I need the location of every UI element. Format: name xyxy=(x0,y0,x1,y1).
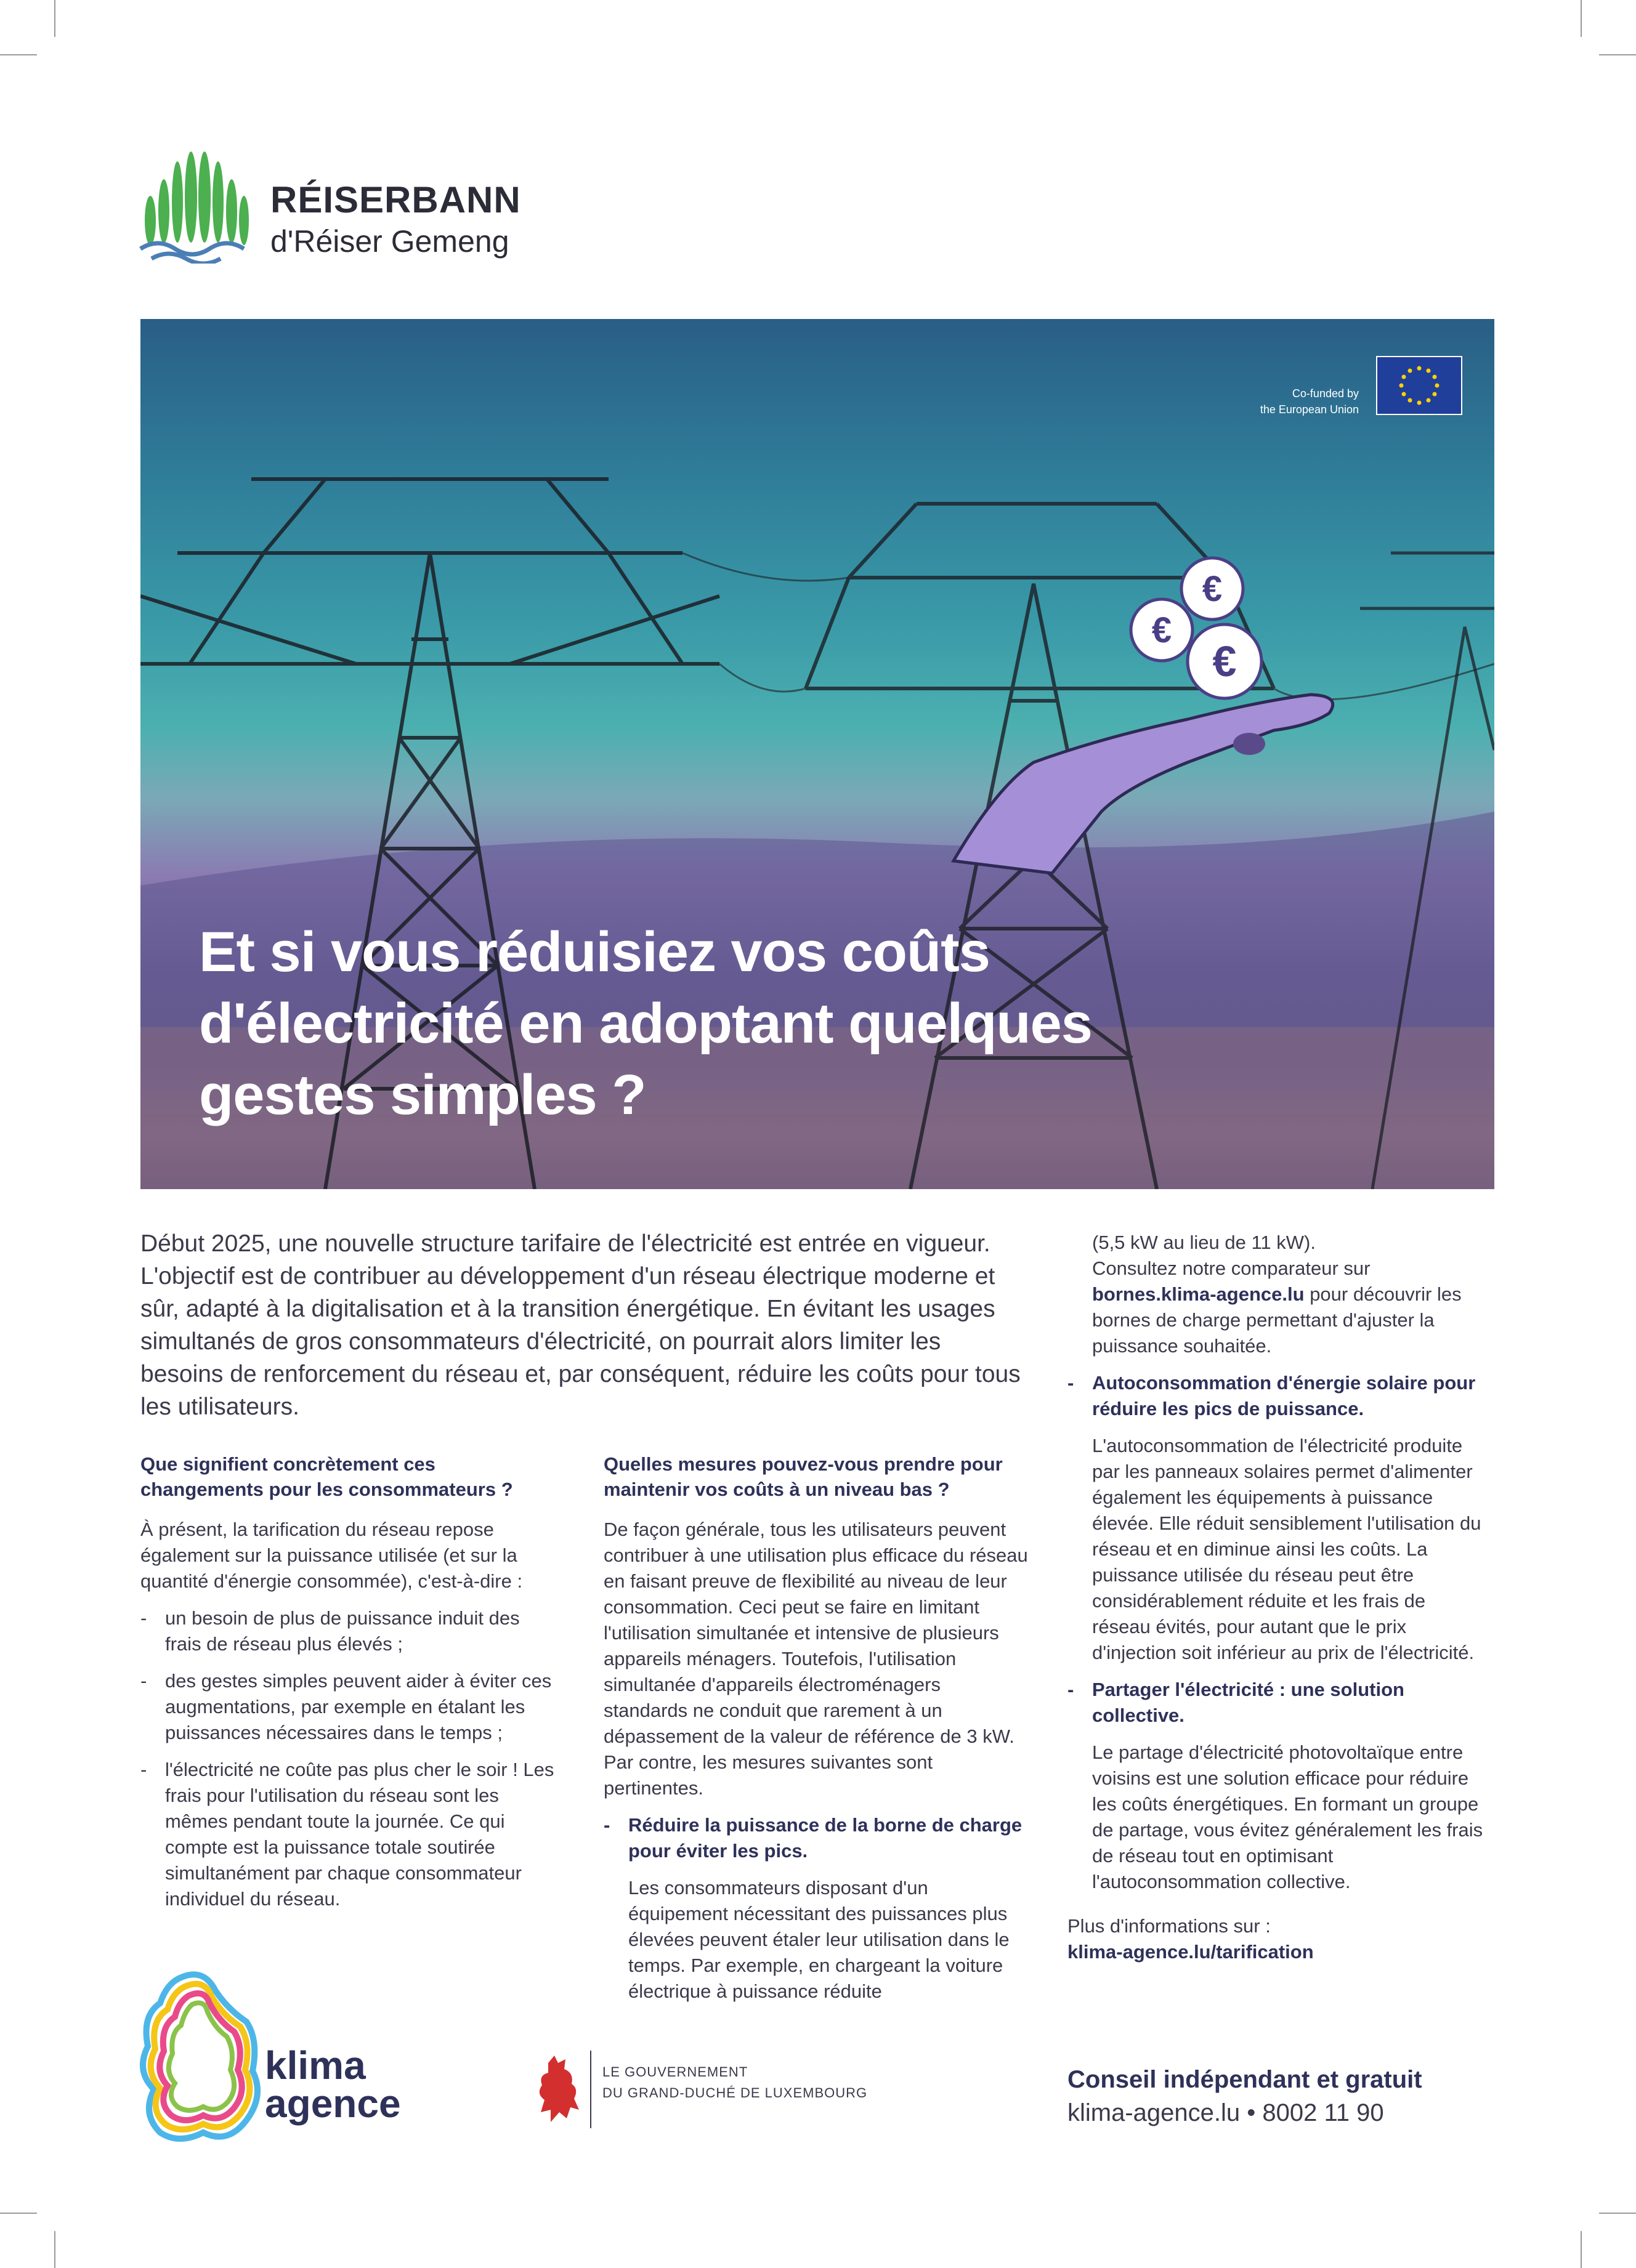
contact-line[interactable]: klima-agence.lu • 8002 11 90 xyxy=(1067,2099,1384,2126)
bullet-list xyxy=(1067,1370,1486,1422)
column-consumers xyxy=(140,1451,559,1923)
column-paragraph: De façon générale, tous les utilisateurs peuvent contribuer à une utilisation plus efficace du réseau en faisant preuve de flexibilité au niveau de leur consommation. Ceci peut se faire en limitant l'utilisation simultanée et intensive de plusieurs appareils ménagers. Toutefois, l'utilisation simultanée d'appareils électroménagers standards ne conduit que rarement à un dépassement de la valeur de référence de 3 kW. Par contre, les mesures suivantes sont pertinentes. xyxy=(604,1519,1028,1799)
government-logo xyxy=(530,2051,961,2131)
government-text: LE GOUVERNEMENT DU GRAND-DUCHÉ DE LUXEMBOURG xyxy=(602,2064,868,2101)
bullet-list xyxy=(1067,1677,1486,1729)
list-item-title: - Réduire la puissance de la borne de charge pour éviter les pics. xyxy=(604,1812,1029,1864)
logo-subtitle: d'Réiser Gemeng xyxy=(270,224,509,259)
crop-mark xyxy=(54,2231,55,2268)
crop-mark xyxy=(0,2213,37,2214)
list-item-title: - Autoconsommation d'énergie solaire pour réduire les pics de puissance. xyxy=(1067,1370,1486,1422)
contact-block xyxy=(1067,2063,1499,2129)
klima-agence-logo xyxy=(136,1966,431,2151)
eu-cofunded-text: Co-funded by the European Union xyxy=(1260,387,1359,416)
trees-logo-icon xyxy=(139,140,250,264)
luxembourg-map-icon xyxy=(136,1966,271,2151)
svg-text:€: € xyxy=(1202,569,1223,609)
list-item-text: Les consommateurs disposant d'un équipement nécessitant des puissances plus élevées peuvent étaler leur utilisation dans le temps. Par exemple, en chargeant la voiture électrique à puissance réduite xyxy=(628,1877,1010,2002)
list-item: - l'électricité ne coûte pas plus cher le soir ! Les frais pour l'utilisation du réseau sont les mêmes pendant toute la journée. Ce qui compte est la puissance totale soutirée simultanément par chaque consommateur individuel du réseau. xyxy=(140,1757,559,1912)
bullet-list xyxy=(604,1812,1029,1864)
more-info-label: Plus d'informations sur : xyxy=(1067,1915,1271,1937)
eu-flag-icon xyxy=(1376,356,1462,415)
klima-agence-wordmark: klima agence xyxy=(265,2043,401,2126)
list-item: - un besoin de plus de puissance induit des frais de réseau plus élevés ; xyxy=(140,1605,559,1657)
crop-mark xyxy=(1581,2231,1582,2268)
reiserbann-logo xyxy=(139,140,540,270)
bornes-link[interactable]: bornes.klima-agence.lu xyxy=(1092,1283,1305,1305)
column-heading: Quelles mesures pouvez-vous prendre pour maintenir vos coûts à un niveau bas ? xyxy=(604,1453,1003,1500)
red-lion-icon xyxy=(530,2051,585,2128)
column-paragraph: À présent, la tarification du réseau repose également sur la puissance utilisée (et sur la quantité d'énergie consommée), c'est-à-dire : xyxy=(140,1519,523,1592)
list-item-text: Le partage d'électricité photovoltaïque entre voisins est une solution efficace pour réduire les coûts énergétiques. En formant un groupe de partage, vous évitez généralement les frais de réseau tout en optimisant l'autoconsommation collective. xyxy=(1092,1741,1483,1892)
list-item-title: - Partager l'électricité : une solution collective. xyxy=(1067,1677,1486,1729)
continued-text: (5,5 kW au lieu de 11 kW). xyxy=(1092,1232,1316,1253)
svg-text:€: € xyxy=(1151,610,1172,650)
intro-paragraph: Début 2025, une nouvelle structure tarifaire de l'électricité est entrée en vigueur. L'objectif est de contribuer au développement d'un réseau électrique moderne et sûr, adapté à la digitalisation et à la transition énergétique. En évitant les usages simultanés de gros consommateurs d'électricité, on pourrait alors limiter les besoins de renforcement du réseau et, par conséquent, réduire les coûts pour tous les utilisateurs. xyxy=(140,1230,1021,1420)
logo-title: RÉISERBANN xyxy=(270,179,521,220)
column-heading: Que signifient concrètement ces changements pour les consommateurs ? xyxy=(140,1453,513,1500)
comparator-text: Consultez notre comparateur sur bornes.klima-agence.lu pour découvrir les bornes de charge permettant d'ajuster la puissance souhaitée. xyxy=(1092,1257,1462,1357)
tarification-link[interactable]: klima-agence.lu/tarification xyxy=(1067,1941,1314,1963)
svg-text:€: € xyxy=(1212,637,1237,685)
column-continued xyxy=(1067,1230,1486,1976)
column-measures xyxy=(604,1451,1029,2016)
divider xyxy=(590,2051,591,2128)
crop-mark xyxy=(0,54,37,55)
bullet-list xyxy=(140,1605,559,1912)
list-item-text: L'autoconsommation de l'électricité produite par les panneaux solaires permet d'alimenter également les équipements à puissance élevée. Elle réduit sensiblement l'utilisation du réseau et en diminue ainsi les coûts. La puissance utilisée du réseau peut être considérablement réduite et les frais de réseau évités, pour autant que le prix d'injection soit inférieur au prix de l'électricité. xyxy=(1092,1435,1481,1663)
contact-title: Conseil indépendant et gratuit xyxy=(1067,2066,1422,2093)
list-item: - des gestes simples peuvent aider à éviter ces augmentations, par exemple en étalant les puissances nécessaires dans le temps ; xyxy=(140,1668,559,1746)
hero-banner xyxy=(140,319,1494,1189)
crop-mark xyxy=(1581,0,1582,37)
crop-mark xyxy=(1599,54,1636,55)
crop-mark xyxy=(1599,2213,1636,2214)
crop-mark xyxy=(54,0,55,37)
hero-title: Et si vous réduisiez vos coûts d'électricité en adoptant quelques gestes simples ? xyxy=(199,921,1092,1126)
